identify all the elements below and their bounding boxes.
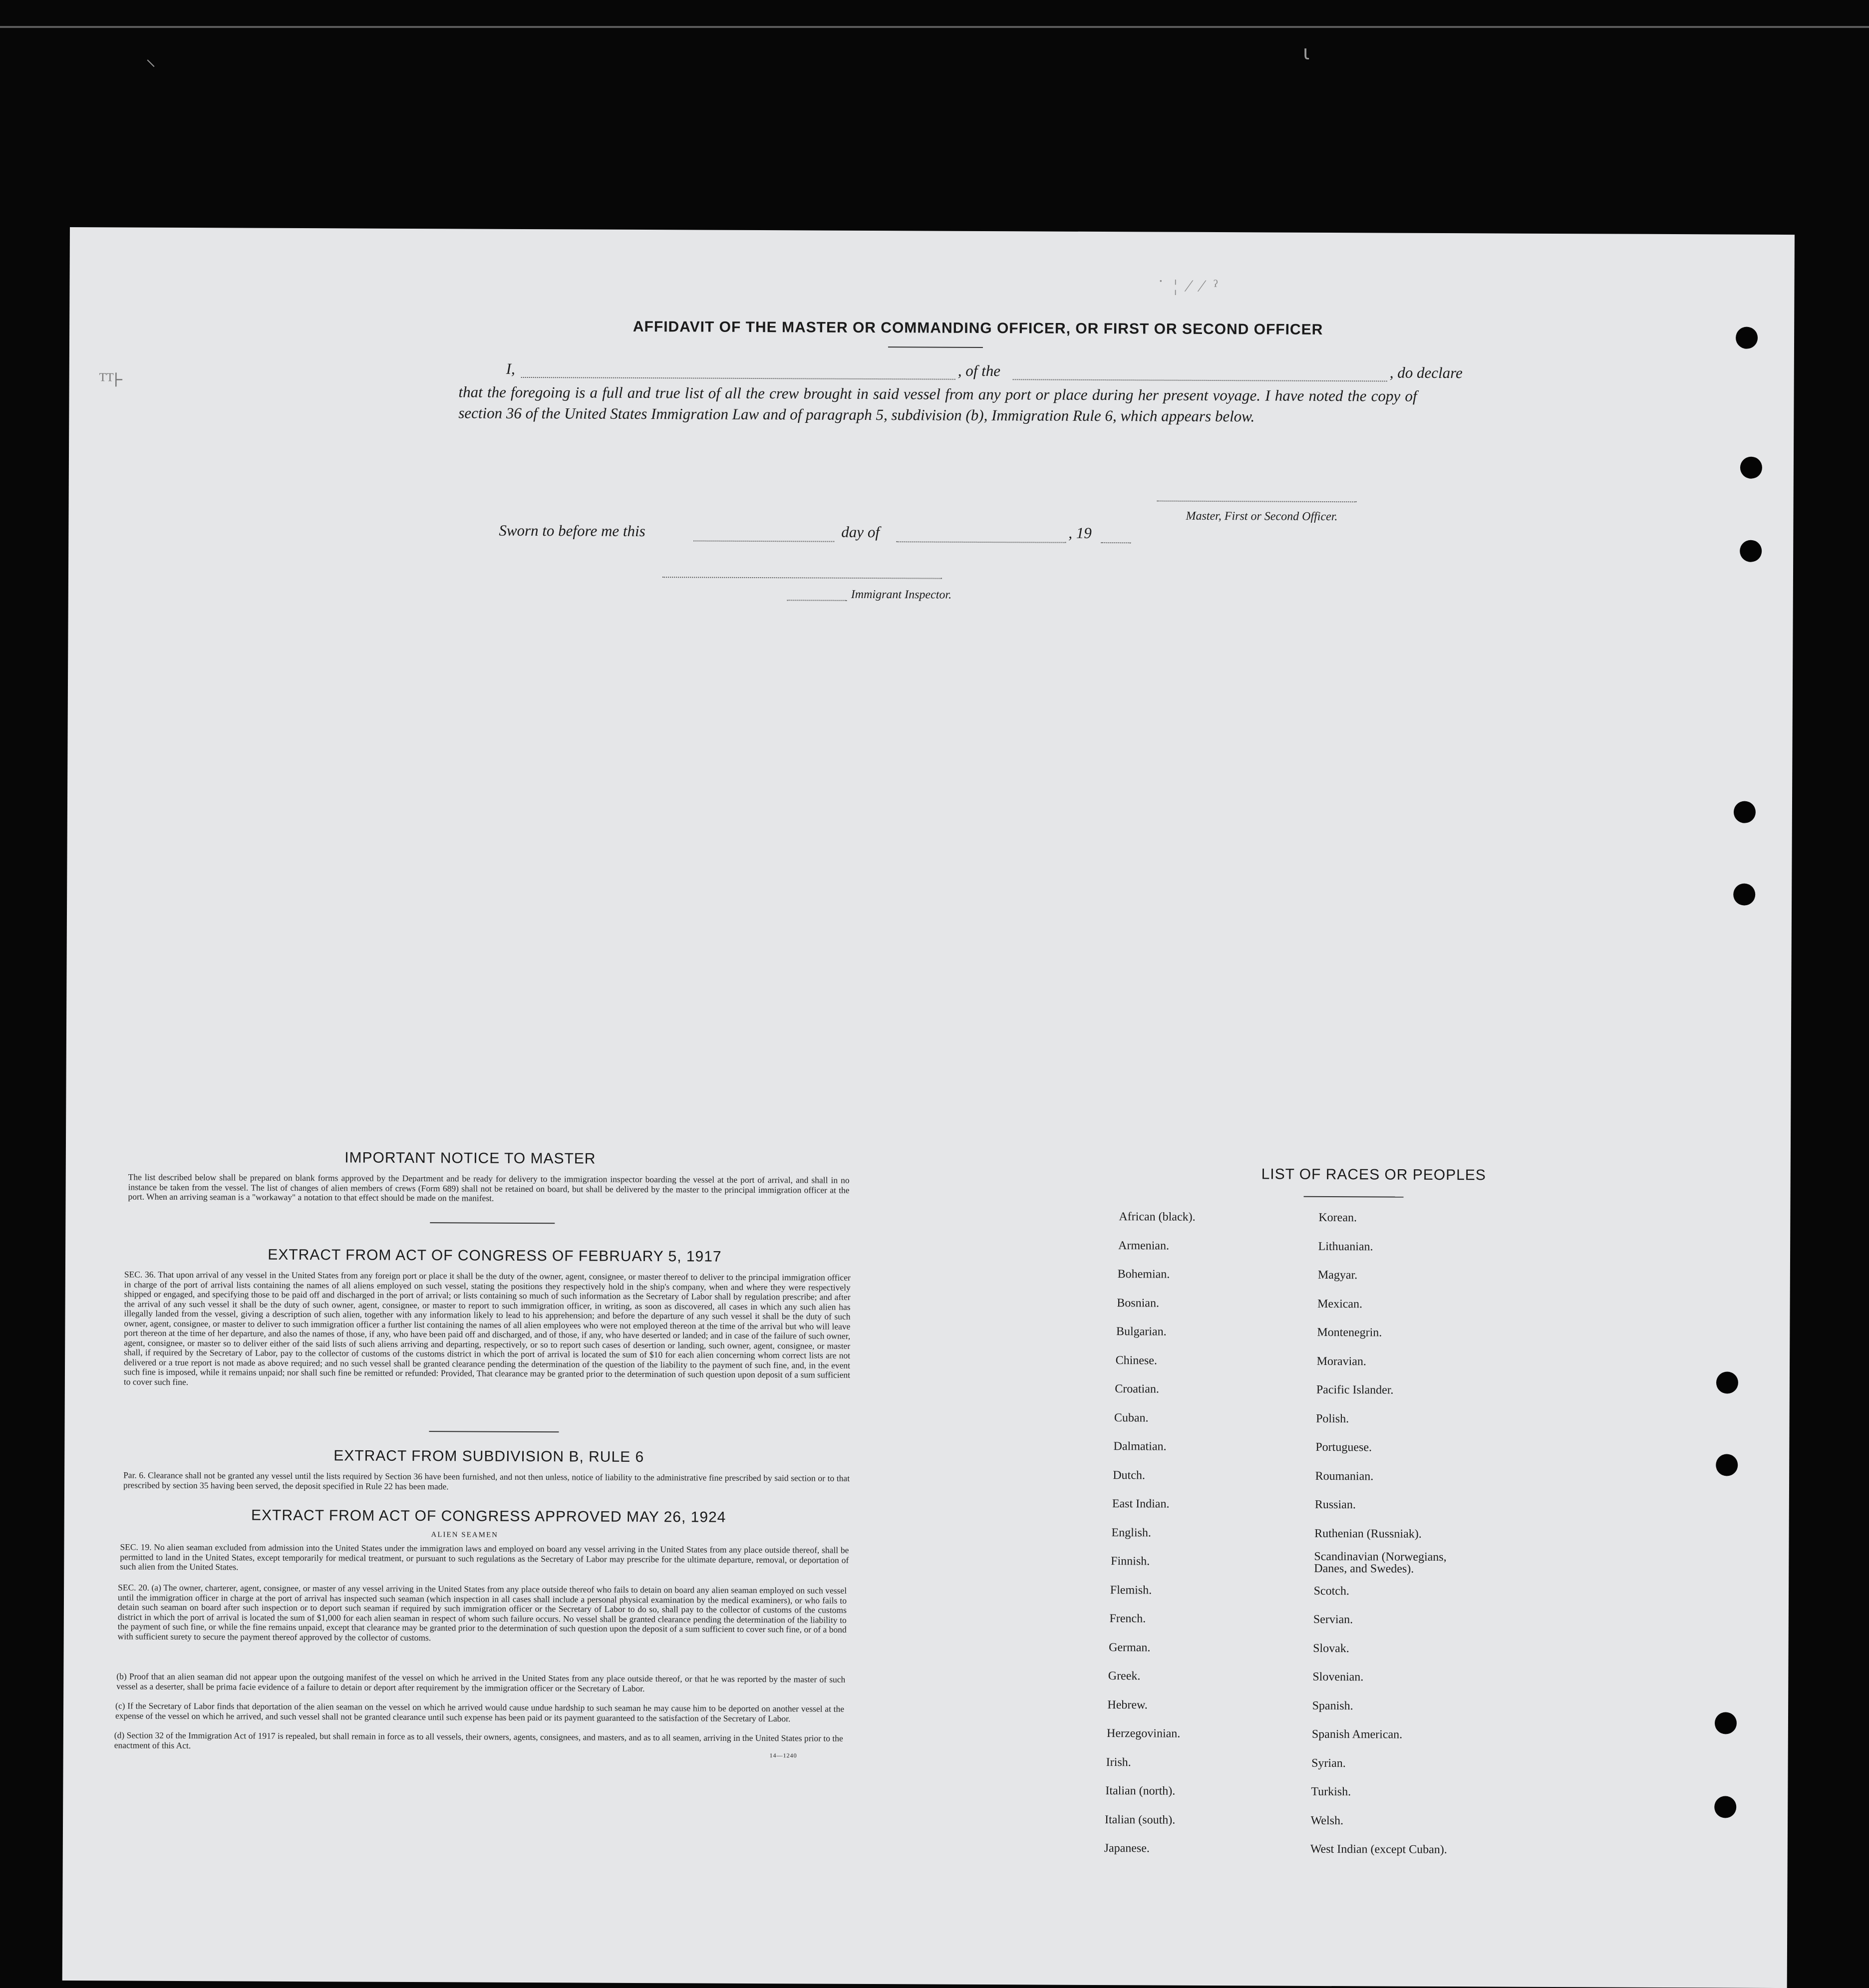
year-blank	[1101, 542, 1131, 543]
race-list-item: Italian (north).	[1105, 1784, 1176, 1798]
extract-1924-sec20c: (c) If the Secretary of Labor finds that deportation of the alien seaman on the vessel on which he arrived would cause undue hardship to such seaman he may cause him to be deported on another vessel at the expense of the vessel on which he arrived, and such vessel shall not be granted clearance until such expense has been paid or its payment guaranteed to the satisfaction of the Secretary of Labor.	[115, 1700, 845, 1723]
race-list-item: Irish.	[1106, 1755, 1131, 1769]
race-list-item: Servian.	[1313, 1613, 1353, 1627]
month-blank	[896, 541, 1066, 543]
race-list-item: Spanish American.	[1311, 1727, 1403, 1741]
race-list-item: Chinese.	[1115, 1353, 1158, 1367]
race-list-item: Montenegrin.	[1317, 1325, 1382, 1339]
race-list-item: Bohemian.	[1117, 1268, 1170, 1281]
race-list-item: Spanish.	[1312, 1699, 1353, 1712]
scanner-frame-line	[0, 26, 1869, 28]
race-list-item: Lithuanian.	[1318, 1240, 1373, 1253]
race-list-item: African (black).	[1119, 1210, 1196, 1224]
race-list-item: Pacific Islander.	[1316, 1383, 1394, 1397]
notice-title: IMPORTANT NOTICE TO MASTER	[344, 1149, 596, 1167]
scan-artifact-right: ꙇ	[1303, 41, 1310, 64]
divider	[430, 1222, 555, 1224]
race-list-item: English.	[1111, 1526, 1151, 1539]
race-list-item: East Indian.	[1112, 1497, 1170, 1511]
race-list-item: Italian (south).	[1104, 1813, 1176, 1827]
affidavit-i-label: I,	[506, 359, 515, 377]
punch-hole	[1733, 884, 1755, 906]
race-list-item: Dalmatian.	[1113, 1440, 1167, 1453]
punch-hole	[1716, 1371, 1738, 1393]
punch-hole	[1740, 457, 1762, 479]
day-of-label: day of	[841, 523, 880, 541]
extract-rule6-title: EXTRACT FROM SUBDIVISION B, RULE 6	[333, 1447, 644, 1466]
race-list-item: Moravian.	[1316, 1354, 1366, 1368]
race-list-item: Slovenian.	[1312, 1670, 1364, 1684]
affidavit-title: AFFIDAVIT OF THE MASTER OR COMMANDING OFFICER, OR FIRST OR SECOND OFFICER	[632, 318, 1323, 338]
races-title-underline	[1304, 1196, 1404, 1198]
extract-1924-subtitle: ALIEN SEAMEN	[431, 1531, 499, 1539]
affidavit-declare-label: , do declare	[1389, 363, 1463, 382]
race-list-item: Welsh.	[1310, 1814, 1344, 1827]
race-list-item: Dutch.	[1113, 1468, 1145, 1482]
race-list-item: French.	[1109, 1612, 1146, 1626]
master-signature-line	[1157, 501, 1357, 503]
race-list-item: Armenian.	[1118, 1239, 1170, 1253]
punch-hole	[1736, 327, 1758, 349]
scan-artifact-left: ⸜	[146, 47, 156, 70]
race-list-item: Turkish.	[1311, 1785, 1351, 1799]
margin-pencil-mark: ᵀᵀ⊦	[99, 368, 124, 391]
race-list-item: Finnish.	[1111, 1555, 1150, 1568]
race-list-item: Scandinavian (Norwegians, Danes, and Swedes).	[1314, 1550, 1447, 1576]
race-list-item: Bosnian.	[1117, 1296, 1160, 1310]
race-list-item: Herzegovinian.	[1107, 1727, 1181, 1740]
race-list-item: Greek.	[1108, 1669, 1141, 1683]
affidavit-of-the-label: , of the	[957, 361, 1001, 380]
extract-rule6-text: Par. 6. Clearance shall not be granted any vessel until the lists required by Section 36 have been furnished, and not then unless, notice of liability to the administrative fine prescribed by said section or to that prescribed by section 35 having been served, the deposit specified in Rule 22 has been made.	[123, 1470, 850, 1491]
divider	[429, 1431, 559, 1432]
extract-1924-title: EXTRACT FROM ACT OF CONGRESS APPROVED MAY 26, 1924	[251, 1507, 726, 1526]
race-list-item: Bulgarian.	[1116, 1325, 1167, 1338]
race-list-item: Flemish.	[1110, 1583, 1152, 1597]
race-list-item: Magyar.	[1317, 1268, 1358, 1282]
race-list-item: Portuguese.	[1315, 1440, 1372, 1454]
master-caption: Master, First or Second Officer.	[1186, 509, 1338, 524]
vessel-blank-line	[1013, 379, 1387, 381]
extract-1924-sec20d: (d) Section 32 of the Immigration Act of 1917 is repealed, but shall remain in force as to all vessels, their owners, agents, consignees, and masters, and as to all seamen, arriving in the United States prior to the enactment of this Act.	[114, 1730, 843, 1750]
race-list-item: Roumanian.	[1315, 1469, 1374, 1483]
notice-text: The list described below shall be prepared on blank forms approved by the Department and be ready for delivery to the immigration inspector boarding the vessel at the port of arrival, and shall in no instance be taken from the vessel. The list of changes of alien members of crews (Form 689) shall not be retained on board, but shall be delivered by the master to the principal immigration officer at the port. When an arriving seaman is a "workaway" a notation to that effect should be made on the manifest.	[128, 1172, 850, 1203]
inspector-caption: Immigrant Inspector.	[851, 588, 952, 602]
extract-1924-sec20b: (b) Proof that an alien seaman did not appear upon the outgoing manifest of the vessel on which he arrived in the United States from any place outside thereof, or that he was reported by the master of such vessel as a deserter, shall be prima facie evidence of a failure to detain or deport after requirement by the immigration officer or the Secretary of Labor.	[116, 1671, 846, 1693]
race-list-item: Polish.	[1316, 1412, 1349, 1425]
sworn-day-blank	[693, 540, 834, 542]
race-list-item: West Indian (except Cuban).	[1310, 1842, 1447, 1857]
race-list-item: Hebrew.	[1107, 1698, 1148, 1711]
race-list-item: Scotch.	[1313, 1584, 1349, 1598]
punch-hole	[1716, 1454, 1738, 1476]
race-list-item: Croatian.	[1115, 1382, 1159, 1396]
document-page	[62, 227, 1795, 1988]
extract-1917-title: EXTRACT FROM ACT OF CONGRESS OF FEBRUARY 5, 1917	[268, 1246, 722, 1265]
punch-hole	[1715, 1712, 1737, 1734]
punch-hole	[1740, 540, 1762, 562]
race-list-item: Japanese.	[1104, 1842, 1150, 1855]
races-title: LIST OF RACES OR PEOPLES	[1261, 1166, 1486, 1184]
race-list-item: Mexican.	[1317, 1297, 1363, 1311]
race-list-item: Russian.	[1314, 1498, 1356, 1512]
name-blank-line	[521, 377, 955, 380]
form-number: 14—1240	[769, 1752, 797, 1759]
inspector-signature-line	[662, 577, 942, 579]
sworn-label: Sworn to before me this	[499, 521, 645, 540]
race-list-item: Ruthenian (Russniak).	[1314, 1527, 1422, 1541]
inspector-signature-line-2	[787, 600, 847, 601]
race-list-item: Cuban.	[1114, 1411, 1149, 1424]
extract-1924-sec19: SEC. 19. No alien seaman excluded from admission into the United States under the immigration laws and employed on board any vessel arriving in the United States from any place outside thereof, shall be permitted to land in the United States, except temporarily for medical treatment, or pursuant to such regulations as the Secretary of Labor may prescribe for the ultimate departure, removal, or deportation of such alien from the United States.	[120, 1542, 849, 1572]
extract-1917-text: SEC. 36. That upon arrival of any vessel in the United States from any foreign port or place it shall be the duty of the owner, agent, consignee, or master thereof to deliver to the principal immigration officer in charge of the port of arrival lists containing the names of all aliens employed on such vessel, stating the positions they respectively hold in the ship's company, when and where they were respectively shipped or engaged, and specifying those to be paid off and discharged in the port of arrival; or lists containing so much of such information as the Secretary of Labor shall by regulation prescribe; and after the arrival of any such vessel it shall be the duty of such owner, agent, consignee, or master to report to such immigration officer, in writing, as soon as discovered, all cases in which any such alien has illegally landed from the vessel, giving a description of such alien, together with any information likely to lead to his apprehension; and before the departure of any such vessel it shall be the duty of such owner, agent, consignee, or master to deliver to such immigration officer a further list containing the names of all alien employees who were not employed thereon at the time of the arrival but who will leave port thereon at the time of her departure, and also the names of those, if any, who have been paid off and discharged, and of those, if any, who have deserted or landed; and in case of the failure of such owner, agent, consignee, or master so to deliver either of the said lists of such aliens arriving and departing, respectively, or so to report such cases of desertion or landing, such owner, agent, consignee, or master shall, if required by the Secretary of Labor, pay to the collector of customs of the customs district in which the port of arrival is located the sum of $10 for each alien concerning whom correct lists are not delivered or a true report is not made as above required; and no such vessel shall be granted clearance pending the determination of the question of the liability to the payment of such fine, and, in the event such fine is imposed, while it remains unpaid; nor shall such fine be remitted or refunded: Provided, That clearance may be granted prior to the determination of such question upon deposit of a sum sufficient to cover such fine.	[123, 1269, 851, 1387]
year-label: , 19	[1068, 524, 1092, 542]
affidavit-statement: that the foregoing is a full and true list of all the crew brought in said vessel from any port or place during her present voyage. I have noted the copy of section 36 of the United States Immigration Law and of paragraph 5, subdivision (b), Immigration Rule 6, which appears below.	[458, 383, 1417, 425]
punch-hole	[1734, 801, 1756, 823]
race-list-item: Syrian.	[1311, 1756, 1346, 1770]
race-list-item: Korean.	[1318, 1211, 1357, 1225]
race-list-item: German.	[1109, 1641, 1151, 1654]
extract-1924-sec20a: SEC. 20. (a) The owner, charterer, agent, consignee, or master of any vessel arriving in the United States from any place outside thereof who fails to detain on board any alien seaman employed on such vessel until the immigration officer in charge at the port of arrival has inspected such seaman (which inspection in all cases shall include a personal physical examination by the medical examiners), or who fails to detain such seaman on board after such inspection or to deport such seaman if required by such immigration officer or the Secretary of Labor to do so, shall pay to the collector of customs of the customs district in which the port of arrival is located the sum of $1,000 for each alien seaman in respect of whom such failure occurs. No vessel shall be granted clearance pending the determination of the liability to the payment of such fine, or while the fine remains unpaid, except that clearance may be granted prior to the determination of such question upon the deposit of a sum sufficient to cover such fine, or of a bond with sufficient surety to secure the payment thereof approved by the collector of customs.	[117, 1582, 847, 1643]
title-underline	[888, 346, 983, 348]
faint-stamp-mark: ˙ ¦ ⁄ ⁄ ˀ	[1158, 277, 1221, 296]
race-list-item: Slovak.	[1313, 1642, 1349, 1655]
punch-hole	[1714, 1796, 1736, 1818]
